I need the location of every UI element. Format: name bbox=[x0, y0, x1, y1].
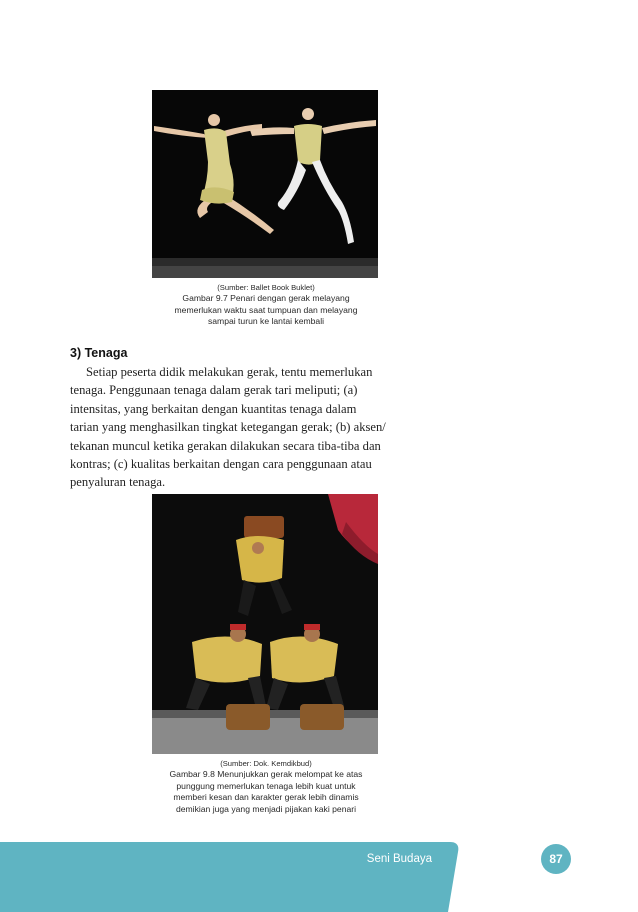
caption-line: Gambar 9.7 Penari dengan gerak melayang bbox=[182, 293, 350, 304]
paragraph-line: tekanan muncul ketika gerakan dilakukan secara tiba-tiba dan bbox=[70, 438, 381, 453]
caption-line: Gambar 9.8 Menunjukkan gerak melompat ke atas bbox=[169, 769, 363, 780]
paragraph-line: intensitas, yang berkaitan dengan kuantitas tenaga dalam bbox=[70, 401, 357, 416]
figure-9-8-source: (Sumber: Dok. Kemdikbud) bbox=[220, 759, 312, 768]
ballet-dancers-photo bbox=[152, 90, 378, 278]
paragraph-line: kontras; (c) kualitas berkaitan dengan cara penggunaan atau bbox=[70, 457, 372, 472]
ballet-dancers-illustration bbox=[152, 90, 378, 278]
caption-line: sampai turun ke lantai kembali bbox=[207, 316, 325, 327]
figure-9-7-caption bbox=[146, 282, 386, 328]
caption-line: memerlukan waktu saat tumpuan dan melayang bbox=[174, 304, 358, 315]
paragraph-line: penyaluran tenaga. bbox=[70, 475, 166, 490]
caption-line: memberi kesan dan karakter gerak lebih dinamis bbox=[173, 792, 359, 803]
page-number-badge: 87 bbox=[541, 844, 571, 874]
section-title: 3) Tenaga bbox=[70, 346, 128, 360]
figure-9-7-source: (Sumber: Ballet Book Buklet) bbox=[217, 283, 315, 292]
caption-line: punggung memerlukan tenaga lebih kuat untuk bbox=[176, 780, 356, 791]
paragraph-line: Setiap peserta didik melakukan gerak, tentu memerlukan bbox=[86, 365, 373, 379]
paragraph-line: tenaga. Penggunaan tenaga dalam gerak tari meliputi; (a) bbox=[70, 383, 358, 398]
footer-book-title: Seni Budaya bbox=[366, 853, 432, 865]
caption-line: demikian juga yang menjadi pijakan kaki penari bbox=[175, 803, 357, 814]
section-paragraph bbox=[70, 363, 438, 492]
pyramid-dancers-illustration bbox=[152, 494, 378, 754]
paragraph-line: tarian yang menghasilkan tingkat ketegangan gerak; (b) aksen/ bbox=[70, 420, 386, 435]
pyramid-dancers-photo bbox=[152, 494, 378, 754]
figure-9-8-caption bbox=[146, 758, 386, 815]
